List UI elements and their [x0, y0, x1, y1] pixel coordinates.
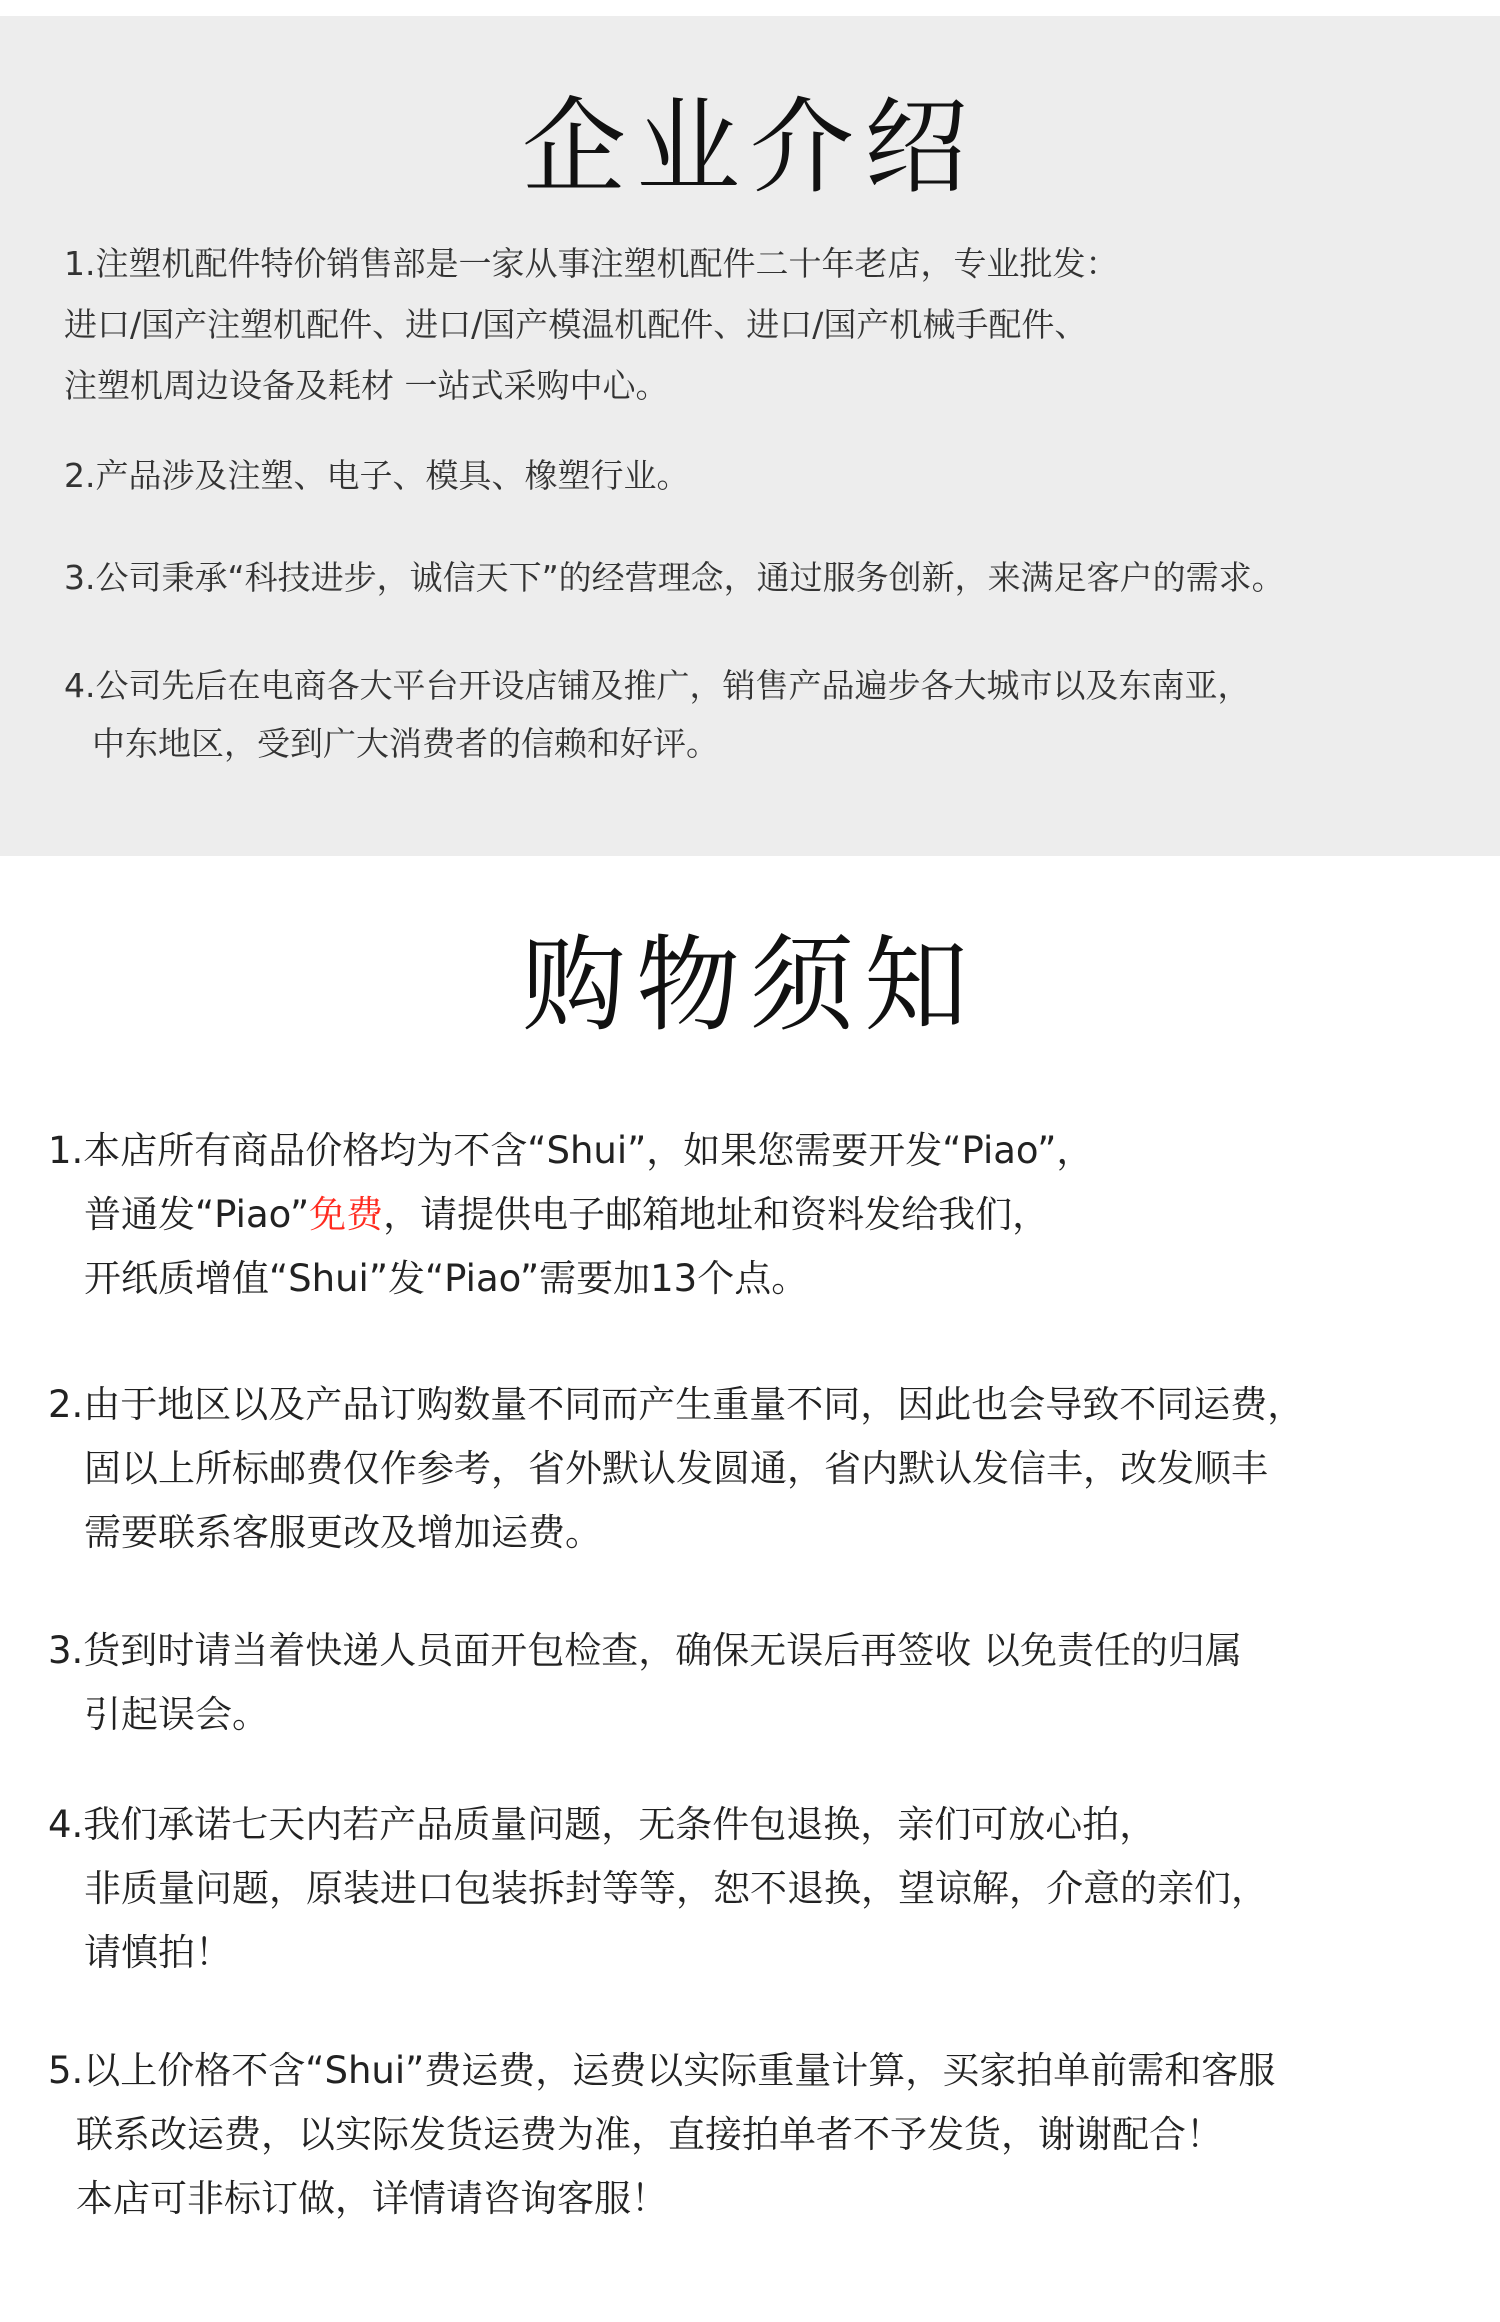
company-line-5: 3.公司秉承“科技进步，诚信天下”的经营理念，通过服务创新，来满足客户的需求。: [64, 558, 1285, 597]
company-intro-section: [0, 16, 1500, 856]
notice-line-8: 引起误会。: [84, 1693, 269, 1736]
notice-line-3: 开纸质增值“Shui”发“Piao”需要加13个点。: [84, 1257, 809, 1300]
notice-line-4: 2.由于地区以及产品订购数量不同而产生重量不同，因此也会导致不同运费，: [48, 1383, 1305, 1426]
notice-line-2: [84, 1190, 1049, 1240]
notice-line-9: 4.我们承诺七天内若产品质量问题，无条件包退换，亲们可放心拍，: [48, 1803, 1157, 1846]
company-line-3: 注塑机周边设备及耗材 一站式采购中心。: [64, 366, 669, 405]
company-intro-title: 企业介绍: [521, 86, 978, 208]
notice-line-11: 请慎拍！: [84, 1931, 232, 1974]
company-line-4: 2.产品涉及注塑、电子、模具、橡塑行业。: [64, 456, 690, 495]
company-line-7: 中东地区，受到广大消费者的信赖和好评。: [92, 724, 719, 763]
notice-line-13: 联系改运费，以实际发货运费为准，直接拍单者不予发货，谢谢配合！: [76, 2113, 1223, 2156]
notice-line-12: 5.以上价格不含“Shui”费运费，运费以实际重量计算，买家拍单前需和客服: [48, 2049, 1276, 2092]
notice-line-2-prefix: 普通发“Piao”: [84, 1193, 310, 1236]
notice-line-1: 1.本店所有商品价格均为不含“Shui”，如果您需要开发“Piao”，: [48, 1129, 1094, 1172]
notice-line-10: 非质量问题，原装进口包装拆封等等，恕不退换，望谅解，介意的亲们，: [84, 1867, 1268, 1910]
company-line-6: 4.公司先后在电商各大平台开设店铺及推广，销售产品遍步各大城市以及东南亚，: [64, 666, 1251, 705]
company-line-2: 进口/国产注塑机配件、进口/国产模温机配件、进口/国产机械手配件、: [64, 305, 1088, 344]
notice-line-6: 需要联系客服更改及增加运费。: [84, 1511, 602, 1554]
notice-line-7: 3.货到时请当着快递人员面开包检查，确保无误后再签收 以免责任的归属: [48, 1629, 1243, 1672]
notice-line-2-suffix: ，请提供电子邮箱地址和资料发给我们，: [383, 1193, 1050, 1236]
shopping-notice-title: 购物须知: [521, 924, 978, 1046]
notice-line-14: 本店可非标订做，详情请咨询客服！: [76, 2177, 668, 2220]
notice-line-5: 固以上所标邮费仅作参考，省外默认发圆通，省内默认发信丰，改发顺丰: [84, 1447, 1268, 1490]
free-highlight: 免费: [309, 1193, 384, 1236]
company-line-1: 1.注塑机配件特价销售部是一家从事注塑机配件二十年老店，专业批发：: [64, 244, 1119, 283]
